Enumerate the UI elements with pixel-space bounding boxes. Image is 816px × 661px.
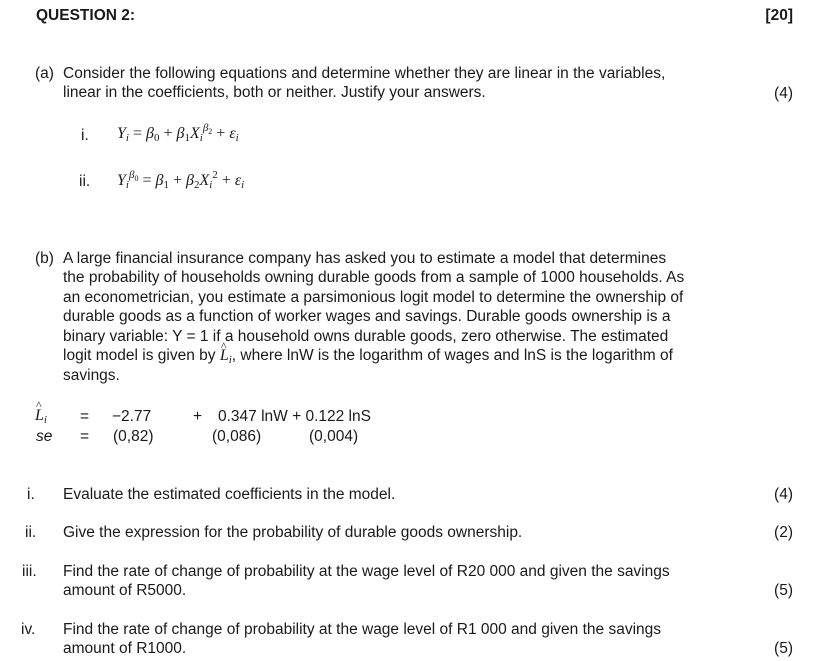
intercept-estimate: −2.77 <box>112 408 152 425</box>
se-intercept: (0,82) <box>113 428 154 445</box>
slope-estimates: 0.347 lnW + 0.122 lnS <box>218 408 371 425</box>
part-a-marks: (4) <box>774 85 793 102</box>
question-iii-marks: (5) <box>774 582 793 599</box>
logit-symbol: ^ $L_i$ <box>220 347 232 364</box>
part-a-line-1: Consider the following equations and determine whether they are linear in the variables, <box>63 65 666 82</box>
question-iii-line-1: Find the rate of change of probability at the wage level of R20 000 and given the savings <box>63 563 670 580</box>
part-b-line-5: binary variable: Y = 1 if a household owns durable goods, zero otherwise. The estimated <box>63 328 669 345</box>
question-iii-line-2: amount of R5000. <box>63 582 187 599</box>
question-iii-number: iii. <box>22 563 37 580</box>
se-label: se <box>36 428 53 445</box>
equation-1-number: i. <box>81 127 89 144</box>
part-a-line-2: linear in the coefficients, both or neither. Justify your answers. <box>63 84 486 101</box>
question-iv-line-2: amount of R1000. <box>63 640 187 657</box>
part-b-line-4: durable goods as a function of worker wages and savings. Durable goods ownership is a <box>63 308 671 325</box>
part-a-label: (a) <box>35 65 54 82</box>
se-lnw: (0,086) <box>212 428 262 445</box>
part-b-line-3: an econometrician, you estimate a parsimonious logit model to determine the ownership of <box>63 289 684 306</box>
question-i-marks: (4) <box>774 486 793 503</box>
question-iv-number: iv. <box>21 621 36 638</box>
part-b-line-1: A large financial insurance company has asked you to estimate a model that determines <box>63 250 667 267</box>
equation-2: $Y_i^{\beta_0} = \beta_1 + \beta_2X_i^2 + \varepsilon_i$ <box>117 169 245 191</box>
question-iv-line-1: Find the rate of change of probability at the wage level of R1 000 and given the savings <box>63 621 661 638</box>
total-marks: [20] <box>765 7 793 24</box>
plus-sign: + <box>193 408 203 425</box>
equation-2-number: ii. <box>79 173 91 190</box>
question-ii-marks: (2) <box>774 524 793 541</box>
part-b-label: (b) <box>35 250 54 267</box>
equation-1: $Y_i = \beta_0 + \beta_1X_i^{\beta_2} + \varepsilon_i$ <box>117 122 239 144</box>
part-b-line-6 <box>63 346 739 366</box>
se-lns: (0,004) <box>309 428 359 445</box>
part-b-line-7: savings. <box>63 367 120 384</box>
question-iv-marks: (5) <box>774 640 793 657</box>
part-b-line-6-start: logit model is given by <box>63 347 216 364</box>
se-equals-sign: = <box>80 428 90 445</box>
question-ii-number: ii. <box>25 524 37 541</box>
estimated-logit-symbol: ^ $L_i$ <box>35 407 47 425</box>
equals-sign: = <box>80 408 90 425</box>
part-b-line-6-end: , where lnW is the logarithm of wages and lnS is the logarithm of <box>231 347 673 364</box>
question-title: QUESTION 2: <box>36 7 136 24</box>
question-i-text: Evaluate the estimated coefficients in the model. <box>63 486 396 503</box>
question-i-number: i. <box>27 486 35 503</box>
question-ii-text: Give the expression for the probability of durable goods ownership. <box>63 524 523 541</box>
part-b-line-2: the probability of households owning durable goods from a sample of 1000 households. As <box>63 269 685 286</box>
